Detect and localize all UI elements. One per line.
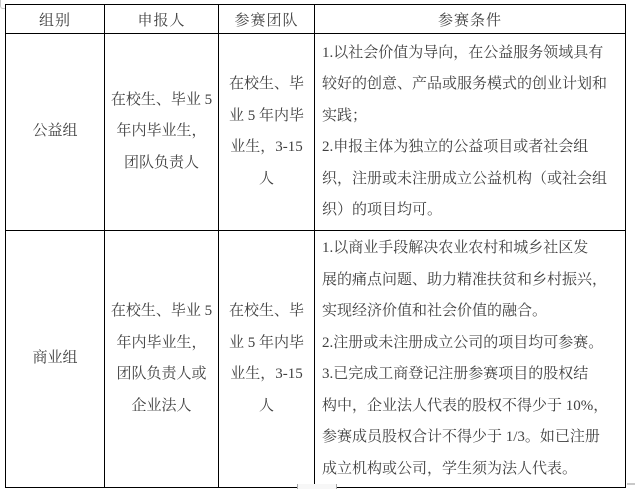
text-line: 实现经济价值和社会价值的融合。 xyxy=(322,303,548,319)
header-conditions: 参赛条件 xyxy=(315,5,626,34)
table-header-row xyxy=(6,5,626,34)
cell-team xyxy=(219,34,315,231)
text-line: 业 5 年内毕 xyxy=(228,107,304,124)
text-line: 企业法人 xyxy=(131,397,192,414)
text-line: 构中，企业法人代表的股权不得少于 10%， xyxy=(322,397,609,414)
header-applicant: 申报人 xyxy=(105,5,219,34)
cell-conditions xyxy=(315,34,626,231)
text-line: 织，注册或未注册成立公益机构（或社会组 xyxy=(322,170,608,187)
cell-group-name: 公益组 xyxy=(6,34,105,231)
text-line: 3.已完成工商登记注册参赛项目的股权结 xyxy=(322,366,589,382)
text-line: 团队负责人或 xyxy=(116,366,207,382)
text-line: 实践； xyxy=(322,107,368,124)
text-line: 1.以社会价值为导向，在公益服务领域具有 xyxy=(322,44,604,61)
text-line: 在校生、毕业 5 xyxy=(110,91,213,108)
text-line: 在校生、毕业 5 xyxy=(110,303,213,319)
text-line: 2.申报主体为独立的公益项目或者社会组 xyxy=(322,139,589,155)
scrollbar-corner-artifact xyxy=(627,483,635,489)
screenshot-edge-artifact xyxy=(0,0,5,9)
cell-conditions xyxy=(315,231,626,488)
text-line: 年内毕业生， xyxy=(116,334,207,351)
text-line: 在校生、毕 xyxy=(228,76,304,92)
text-line: 年内毕业生， xyxy=(116,123,207,140)
text-line: 业生，3-15 xyxy=(230,366,303,382)
table-row-public-welfare xyxy=(6,34,626,231)
cell-group-name: 商业组 xyxy=(6,231,105,488)
text-line: 人 xyxy=(258,170,274,187)
text-line: 团队负责人 xyxy=(123,154,199,171)
text-line: 较好的创意、产品或服务模式的创业计划和 xyxy=(322,76,608,92)
cell-team xyxy=(219,231,315,488)
text-line: 业生，3-15 xyxy=(230,139,303,155)
header-team: 参赛团队 xyxy=(219,5,315,34)
text-line: 参赛成员股权合计不得少于 1/3。如已注册 xyxy=(322,429,600,445)
text-line: 2.注册或未注册成立公司的项目均可参赛。 xyxy=(322,334,604,351)
header-group: 组别 xyxy=(6,5,105,34)
text-line: 业 5 年内毕 xyxy=(228,334,304,351)
text-line: 织）的项目均可。 xyxy=(322,202,443,218)
competition-groups-table xyxy=(5,4,626,488)
table-row-commercial xyxy=(6,231,626,488)
cell-applicant xyxy=(105,231,219,488)
cell-applicant xyxy=(105,34,219,231)
text-line: 1.以商业手段解决农业农村和城乡社区发 xyxy=(322,240,589,256)
text-line: 人 xyxy=(258,397,274,414)
scrollbar-fragment-artifact xyxy=(297,484,337,489)
text-line: 在校生、毕 xyxy=(228,303,304,319)
text-line: 展的痛点问题、助力精准扶贫和乡村振兴， xyxy=(322,271,608,288)
text-line: 成立机构或公司，学生须为法人代表。 xyxy=(322,460,578,477)
